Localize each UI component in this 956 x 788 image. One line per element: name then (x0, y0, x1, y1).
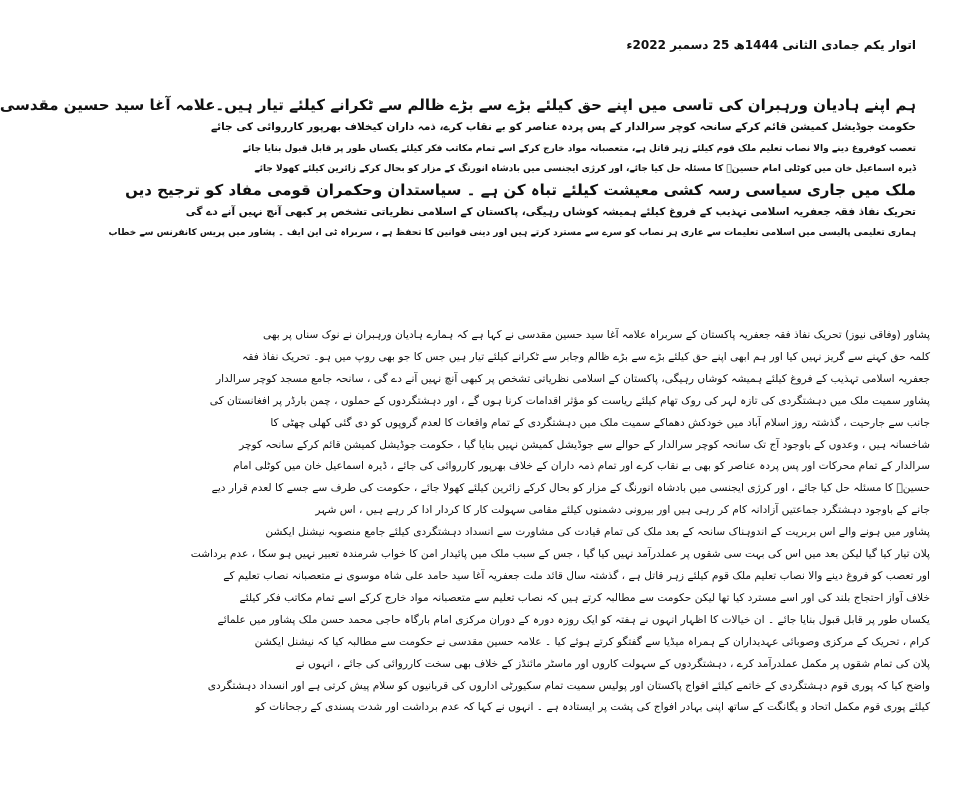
headline-line: ملک میں جاری سیاسی رسہ کشی معیشت کیلئے تباہ کن ہے ۔ سیاستدان وحکمران قومی مفاد کو ترجیح دیں (125, 180, 916, 199)
body-line: حسینؑ کا مسئلہ حل کیا جائے ، اور کرژی ایجنسی میں بادشاہ انورنگ کے مزار کو بحال کرکے زائرین کیلئے کھولا جائے ، حکومت کی طرف سے جسے کا لعدم قرار دیے (211, 482, 930, 495)
body-line: کیلئے پوری قوم مکمل اتحاد و یگانگت کے ساتھ اپنی بہادر افواج کی پشت پر ایستادہ ہے ۔ انہوں نے کہا کہ عدم برداشت اور شدت پسندی کے رجحانات کو (255, 701, 930, 714)
body-line: پشاور میں ہونے والے اس بربریت کے اندوہناک سانحہ کے بعد ملک کی تمام قیادت کی مشاورت سے انسداد دہشتگردی کیلئے جامع منصوبہ نیشنل ایکشن (265, 526, 930, 539)
headline-line: ڈیرہ اسماعیل خان میں کوٹلی امام حسینؑ کا مسئلہ حل کیا جائے، اور کرژی ایجنسی میں بادشاہ انورنگ کے مزار کو بحال کرکے زائرین کیلئے کھولا جائے (254, 163, 916, 174)
headline-line: تعصب کوفروغ دینے والا نصاب تعلیم ملک قوم کیلئے زہر قاتل ہے، متعصبانہ مواد خارج کرکے اسے تمام مکاتب فکر کیلئے یکساں طور پر قابل قبول بنایا جائے (242, 143, 916, 154)
body-line: پشاور سمیت ملک میں دہشتگردی کی تازہ لہر کی روک تھام کیلئے ریاست کو مؤثر اقدامات کرنا ہوں گے ، اور دہشتگردوں کے حملوں ، چمن بارڈر پر افغانستان کی (209, 394, 930, 407)
body-line: اور تعصب کو فروغ دینے والا نصاب تعلیم ملک قوم کیلئے زہر قاتل ہے ، گذشتہ سال قائد ملت جعفریہ آغا سید حامد علی شاہ موسوی نے متعصبانہ نصاب تعلیم کے (223, 569, 930, 582)
body-line: کرام ، تحریک کے مرکزی وصوبائی عہدیداران کے ہمراہ میڈیا سے گفتگو کرتے ہوئے کیا ۔ علامہ حسین مقدسی نے حکومت سے مطالبہ کیا کہ نیشنل ایکشن (254, 635, 930, 648)
dateline: اتوار یکم جمادی الثانی 1444ھ 25 دسمبر 2022ء (626, 38, 916, 52)
body-line: پلان کی تمام شقوں پر مکمل عملدرآمد کرے ، دہشتگردوں کے سہولت کاروں اور ماسٹر مائنڈز کے خلاف بھی سخت کارروائی کی جائے ، انہوں نے (295, 657, 930, 670)
body-line: پلان تیار کیا گیا لیکن بعد میں اس کی بہت سی شقوں پر عملدرآمد نہیں کیا گیا ، جس کے سبب ملک میں پائیدار امن کا خواب شرمندہ تعبیر نہیں ہو سکا ، عدم برداشت (190, 548, 930, 561)
body-line: جعفریہ اسلامی تہذیب کے فروغ کیلئے ہمیشہ کوشاں رہیگی، پاکستان کے اسلامی نظریاتی تشخص پر کبھی آنچ نہیں آنے دے گی ، سانحہ جامع مسجد کوچر سرالدار (215, 372, 930, 385)
article-body (190, 325, 930, 719)
body-line: کلمہ حق کہنے سے گریز نہیں کیا اور ہم ابھی اپنے حق کیلئے بڑے سے بڑے ظالم وجابر سے ٹکرانے کیلئے تیار ہیں جس کا جو بھی روپ میں ہو۔ تحریک نفاذ فقہ (242, 350, 930, 363)
headline-line: تحریک نفاذ فقہ جعفریہ اسلامی تہذیب کے فروغ کیلئے ہمیشہ کوشاں رہیگی، پاکستان کے اسلامی نظریاتی تشخص پر کبھی آنچ نہیں آنے دے گی (185, 205, 916, 218)
body-line: پشاور (وفاقی نیوز) تحریک نفاذ فقہ جعفریہ پاکستان کے سربراہ علامہ آغا سید حسین مقدسی نے کہا ہے کہ ہمارے ہادیان ورہبران نے نوک سناں پر بھی (263, 329, 930, 341)
headline-block (0, 94, 916, 243)
body-line: سرالدار کے تمام محرکات اور پس پردہ عناصر کو بھی بے نقاب کرے اور تمام ذمہ داران کے خلاف بھرپور کارروائی کی جائے ، ڈیرہ اسماعیل خان میں کوٹلی امام (233, 460, 930, 473)
headline-line: ہماری تعلیمی پالیسی میں اسلامی تعلیمات سے عاری ہر نصاب کو سرے سے مسترد کرتے ہیں اور دینی قوانین کا تحفظ ہے ، سربراہ ٹی این ایف ۔ پشاور میں پریس کانفرنس سے خطاب (108, 228, 916, 238)
headline-line: ہم اپنے ہادیان ورہبران کی تاسی میں اپنے حق کیلئے بڑے سے بڑے ظالم سے ٹکرانے کیلئے تیار ہیں۔علامہ آغا سید حسین مقدسی (0, 96, 916, 114)
body-line: واضح کیا کہ پوری قوم دہشتگردی کے خاتمے کیلئے افواج پاکستان اور پولیس سمیت تمام سکیورٹی اداروں کی قربانیوں کو سلام پیش کرتی ہے اور انسداد دہشتگردی (207, 679, 930, 692)
body-line: جانب سے جارحیت ، گذشتہ روز اسلام آباد میں خودکش دھماکے سمیت ملک میں دہشتگردی کے تمام واقعات کا لعدم گروپوں کو دی گئی کھلی چھٹی کا (270, 416, 930, 429)
body-line: یکساں طور پر قابل قبول بنایا جائے ۔ ان خیالات کا اظہار انہوں نے ہفتہ کو ایک روزہ دورہ کے دوران مرکزی امام بارگاہ حاجی محمد حسن ملک پشاور میں علمائے (217, 613, 930, 626)
body-line: شاخسانہ ہیں ، وعدوں کے باوجود آج تک سانحہ کوچر سرالدار کے حوالے سے جوڈیشل کمیشن نہیں بنایا گیا ، حکومت جوڈیشل کمیشن قائم کرکے سانحہ کوچر (239, 438, 930, 451)
body-line: جانے کے باوجود دہشتگرد جماعتیں آزادانہ کام کر رہی ہیں اور بیرونی دشمنوں کیلئے مقامی سہولت کار کا کردار ادا کر رہے ہیں ، اس شہر (315, 504, 930, 517)
body-line: خلاف آواز احتجاج بلند کی اور اسے مسترد کیا تھا لیکن حکومت سے مطالبہ کرتے ہیں کہ نصاب تعلیم سے متعصبانہ مواد خارج کرکے اسے تمام مکاتب فکر کیلئے (239, 591, 930, 604)
headline-line: حکومت جوڈیشل کمیشن قائم کرکے سانحہ کوچر سرالدار کے پس پردہ عناصر کو بے نقاب کرے، ذمہ داران کیخلاف بھرپور کارروائی کی جائے (210, 121, 916, 133)
